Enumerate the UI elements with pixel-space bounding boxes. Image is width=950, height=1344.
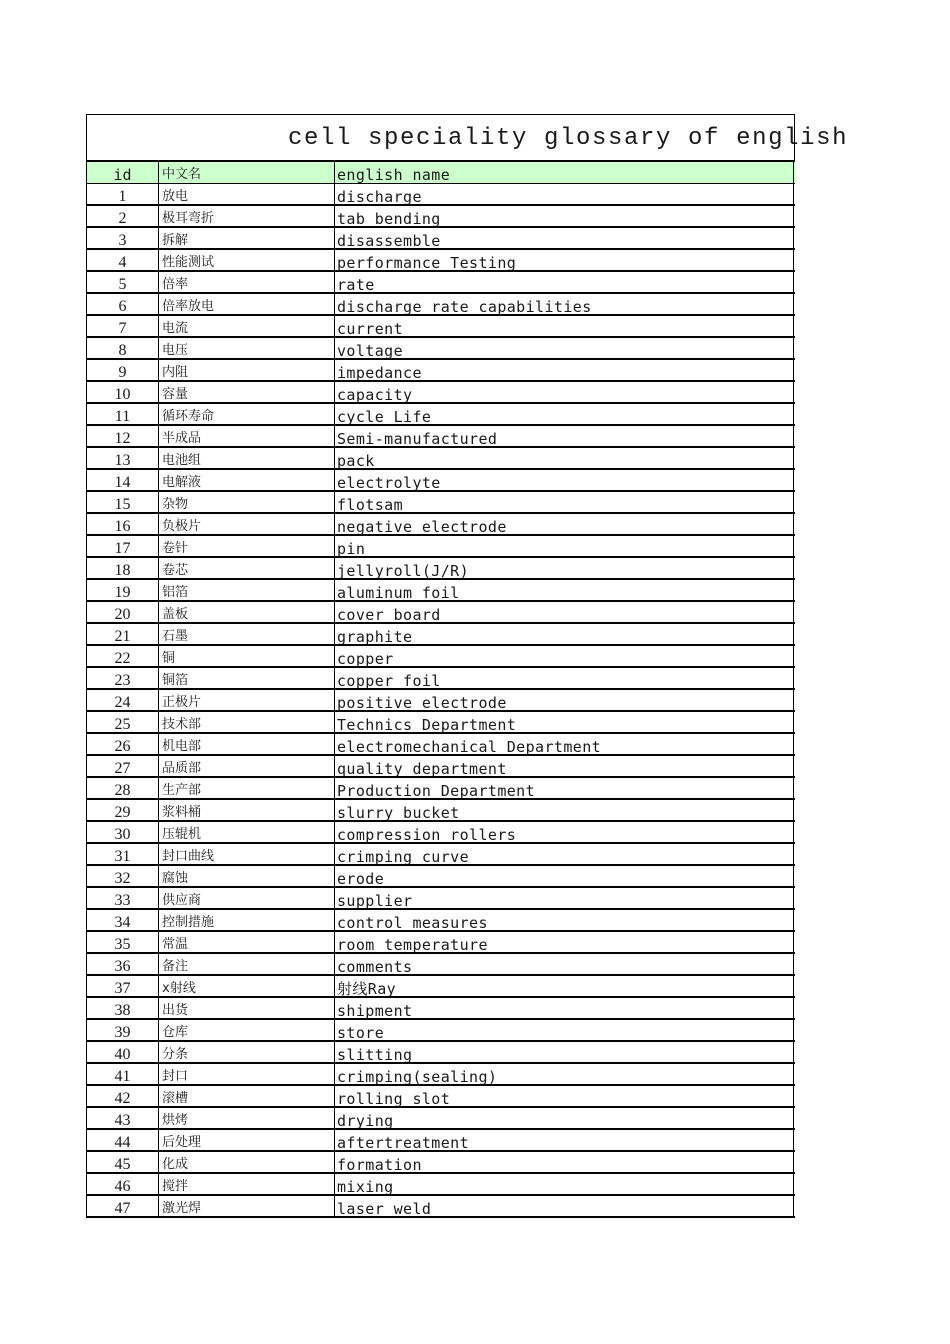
id-cell: 23 [87, 668, 159, 688]
table-row [87, 382, 795, 404]
chinese-name-cell: 倍率 [159, 272, 335, 292]
table-row [87, 888, 795, 910]
table-row [87, 602, 795, 624]
id-cell: 25 [87, 712, 159, 732]
chinese-name-cell: 激光焊 [159, 1196, 335, 1216]
english-name-cell: cycle Life [335, 404, 794, 424]
glossary-sheet [86, 114, 849, 1218]
chinese-name-cell: 倍率放电 [159, 294, 335, 314]
english-name-cell: tab bending [335, 206, 794, 226]
chinese-name-cell: 封口 [159, 1064, 335, 1084]
id-cell: 7 [87, 316, 159, 336]
table-row [87, 778, 795, 800]
chinese-name-cell: 控制措施 [159, 910, 335, 930]
english-name-cell: erode [335, 866, 794, 886]
english-name-cell: electrolyte [335, 470, 794, 490]
table-row [87, 822, 795, 844]
chinese-name-cell: 腐蚀 [159, 866, 335, 886]
table-row [87, 756, 795, 778]
id-cell: 11 [87, 404, 159, 424]
table-row [87, 734, 795, 756]
chinese-name-cell: 烘烤 [159, 1108, 335, 1128]
chinese-name-cell: 备注 [159, 954, 335, 974]
chinese-name-cell: x射线 [159, 976, 335, 996]
english-name-cell: control measures [335, 910, 794, 930]
chinese-name-cell: 品质部 [159, 756, 335, 776]
chinese-name-cell: 出货 [159, 998, 335, 1018]
id-cell: 4 [87, 250, 159, 270]
english-name-cell: capacity [335, 382, 794, 402]
id-cell: 29 [87, 800, 159, 820]
id-cell: 14 [87, 470, 159, 490]
english-name-cell: store [335, 1020, 794, 1040]
english-name-cell: Production Department [335, 778, 794, 798]
english-name-cell: compression rollers [335, 822, 794, 842]
english-name-cell: discharge rate capabilities [335, 294, 794, 314]
header-row [87, 162, 795, 184]
english-name-cell: 射线Ray [335, 976, 794, 996]
table-row [87, 1042, 795, 1064]
english-name-cell: formation [335, 1152, 794, 1172]
table-row [87, 228, 795, 250]
english-name-cell: voltage [335, 338, 794, 358]
english-name-cell: room temperature [335, 932, 794, 952]
table-row [87, 998, 795, 1020]
chinese-name-cell: 常温 [159, 932, 335, 952]
english-name-cell: cover board [335, 602, 794, 622]
chinese-name-cell: 搅拌 [159, 1174, 335, 1194]
id-cell: 30 [87, 822, 159, 842]
chinese-name-cell: 生产部 [159, 778, 335, 798]
chinese-name-cell: 内阻 [159, 360, 335, 380]
english-name-cell: laser weld [335, 1196, 794, 1216]
table-row [87, 294, 795, 316]
id-cell: 28 [87, 778, 159, 798]
chinese-name-cell: 石墨 [159, 624, 335, 644]
id-cell: 41 [87, 1064, 159, 1084]
chinese-name-cell: 电流 [159, 316, 335, 336]
header-english-name: english name [335, 162, 794, 183]
table-row [87, 712, 795, 734]
id-cell: 43 [87, 1108, 159, 1128]
table-row [87, 646, 795, 668]
table-row [87, 316, 795, 338]
chinese-name-cell: 负极片 [159, 514, 335, 534]
id-cell: 24 [87, 690, 159, 710]
id-cell: 33 [87, 888, 159, 908]
id-cell: 2 [87, 206, 159, 226]
table-row [87, 1152, 795, 1174]
id-cell: 35 [87, 932, 159, 952]
table-row [87, 1196, 795, 1218]
id-cell: 1 [87, 184, 159, 204]
id-cell: 16 [87, 514, 159, 534]
english-name-cell: positive electrode [335, 690, 794, 710]
id-cell: 3 [87, 228, 159, 248]
id-cell: 18 [87, 558, 159, 578]
english-name-cell: current [335, 316, 794, 336]
table-row [87, 184, 795, 206]
chinese-name-cell: 杂物 [159, 492, 335, 512]
chinese-name-cell: 正极片 [159, 690, 335, 710]
id-cell: 38 [87, 998, 159, 1018]
english-name-cell: copper [335, 646, 794, 666]
table-row [87, 338, 795, 360]
id-cell: 27 [87, 756, 159, 776]
english-name-cell: Technics Department [335, 712, 794, 732]
id-cell: 46 [87, 1174, 159, 1194]
chinese-name-cell: 浆料桶 [159, 800, 335, 820]
table-row [87, 360, 795, 382]
glossary-rows [87, 184, 795, 1218]
chinese-name-cell: 压辊机 [159, 822, 335, 842]
english-name-cell: Semi-manufactured [335, 426, 794, 446]
title-row [87, 115, 849, 162]
table-row [87, 1086, 795, 1108]
table-row [87, 1108, 795, 1130]
chinese-name-cell: 电池组 [159, 448, 335, 468]
id-cell: 31 [87, 844, 159, 864]
chinese-name-cell: 铜箔 [159, 668, 335, 688]
id-cell: 36 [87, 954, 159, 974]
chinese-name-cell: 电解液 [159, 470, 335, 490]
id-cell: 26 [87, 734, 159, 754]
english-name-cell: aftertreatment [335, 1130, 794, 1150]
chinese-name-cell: 后处理 [159, 1130, 335, 1150]
english-name-cell: drying [335, 1108, 794, 1128]
table-row [87, 1130, 795, 1152]
chinese-name-cell: 半成品 [159, 426, 335, 446]
table-row [87, 910, 795, 932]
english-name-cell: pin [335, 536, 794, 556]
table-row [87, 624, 795, 646]
english-name-cell: copper foil [335, 668, 794, 688]
english-name-cell: rolling slot [335, 1086, 794, 1106]
id-cell: 45 [87, 1152, 159, 1172]
id-cell: 19 [87, 580, 159, 600]
table-row [87, 932, 795, 954]
chinese-name-cell: 极耳弯折 [159, 206, 335, 226]
id-cell: 10 [87, 382, 159, 402]
sheet-title: cell speciality glossary of english [288, 125, 849, 152]
id-cell: 40 [87, 1042, 159, 1062]
id-cell: 44 [87, 1130, 159, 1150]
english-name-cell: rate [335, 272, 794, 292]
chinese-name-cell: 封口曲线 [159, 844, 335, 864]
id-cell: 13 [87, 448, 159, 468]
id-cell: 6 [87, 294, 159, 314]
table-row [87, 844, 795, 866]
english-name-cell: comments [335, 954, 794, 974]
table-row [87, 954, 795, 976]
english-name-cell: flotsam [335, 492, 794, 512]
chinese-name-cell: 分条 [159, 1042, 335, 1062]
id-cell: 8 [87, 338, 159, 358]
chinese-name-cell: 放电 [159, 184, 335, 204]
table-row [87, 580, 795, 602]
id-cell: 17 [87, 536, 159, 556]
english-name-cell: quality department [335, 756, 794, 776]
chinese-name-cell: 仓库 [159, 1020, 335, 1040]
table-row [87, 206, 795, 228]
table-row [87, 866, 795, 888]
english-name-cell: impedance [335, 360, 794, 380]
header-id: id [87, 162, 159, 183]
table-row [87, 1174, 795, 1196]
chinese-name-cell: 技术部 [159, 712, 335, 732]
english-name-cell: crimping curve [335, 844, 794, 864]
id-cell: 39 [87, 1020, 159, 1040]
id-cell: 20 [87, 602, 159, 622]
english-name-cell: jellyroll(J/R) [335, 558, 794, 578]
id-cell: 34 [87, 910, 159, 930]
id-cell: 32 [87, 866, 159, 886]
table-row [87, 558, 795, 580]
english-name-cell: negative electrode [335, 514, 794, 534]
id-cell: 42 [87, 1086, 159, 1106]
id-cell: 15 [87, 492, 159, 512]
english-name-cell: aluminum foil [335, 580, 794, 600]
chinese-name-cell: 铜 [159, 646, 335, 666]
chinese-name-cell: 卷芯 [159, 558, 335, 578]
table-row [87, 514, 795, 536]
english-name-cell: pack [335, 448, 794, 468]
chinese-name-cell: 性能测试 [159, 250, 335, 270]
id-cell: 9 [87, 360, 159, 380]
chinese-name-cell: 拆解 [159, 228, 335, 248]
english-name-cell: slitting [335, 1042, 794, 1062]
chinese-name-cell: 盖板 [159, 602, 335, 622]
english-name-cell: supplier [335, 888, 794, 908]
table-row [87, 668, 795, 690]
english-name-cell: graphite [335, 624, 794, 644]
english-name-cell: crimping(sealing) [335, 1064, 794, 1084]
english-name-cell: electromechanical Department [335, 734, 794, 754]
english-name-cell: discharge [335, 184, 794, 204]
chinese-name-cell: 供应商 [159, 888, 335, 908]
table-row [87, 470, 795, 492]
id-cell: 37 [87, 976, 159, 996]
table-row [87, 800, 795, 822]
chinese-name-cell: 循环寿命 [159, 404, 335, 424]
english-name-cell: mixing [335, 1174, 794, 1194]
header-chinese-name: 中文名 [159, 162, 335, 183]
table-row [87, 536, 795, 558]
table-row [87, 426, 795, 448]
english-name-cell: shipment [335, 998, 794, 1018]
id-cell: 5 [87, 272, 159, 292]
table-row [87, 272, 795, 294]
id-cell: 21 [87, 624, 159, 644]
chinese-name-cell: 机电部 [159, 734, 335, 754]
chinese-name-cell: 化成 [159, 1152, 335, 1172]
table-row [87, 448, 795, 470]
table-row [87, 1020, 795, 1042]
chinese-name-cell: 滚槽 [159, 1086, 335, 1106]
table-row [87, 976, 795, 998]
table-row [87, 690, 795, 712]
id-cell: 12 [87, 426, 159, 446]
id-cell: 47 [87, 1196, 159, 1216]
english-name-cell: slurry bucket [335, 800, 794, 820]
table-row [87, 250, 795, 272]
table-row [87, 492, 795, 514]
chinese-name-cell: 电压 [159, 338, 335, 358]
english-name-cell: performance Testing [335, 250, 794, 270]
chinese-name-cell: 铝箔 [159, 580, 335, 600]
english-name-cell: disassemble [335, 228, 794, 248]
table-row [87, 1064, 795, 1086]
chinese-name-cell: 容量 [159, 382, 335, 402]
chinese-name-cell: 卷针 [159, 536, 335, 556]
table-row [87, 404, 795, 426]
id-cell: 22 [87, 646, 159, 666]
